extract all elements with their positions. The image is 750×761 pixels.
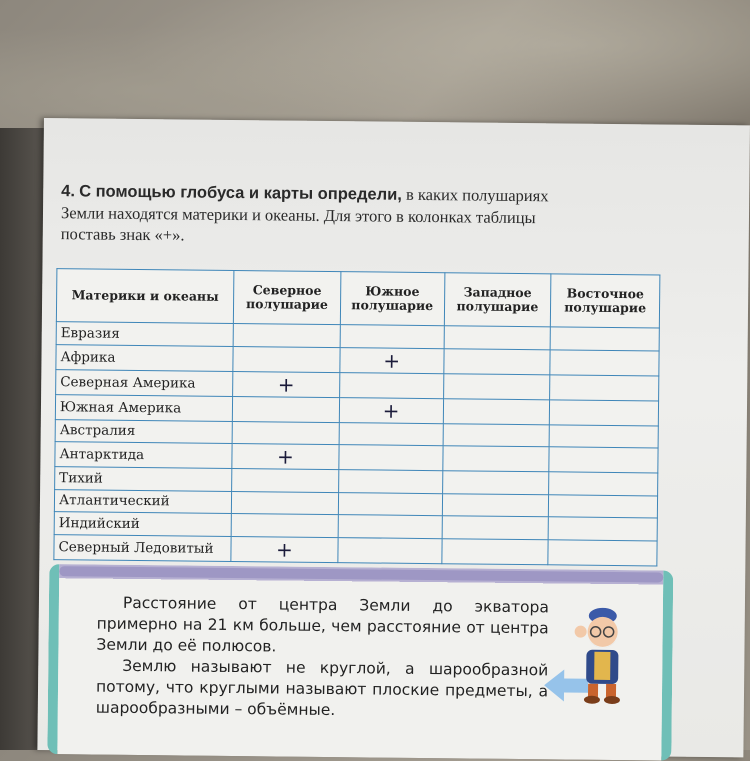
cell-south[interactable] <box>339 422 443 446</box>
header-southern: Южное полушарие <box>340 272 444 326</box>
cell-west[interactable] <box>444 326 551 350</box>
table-header-row <box>56 269 660 328</box>
cell-east[interactable] <box>549 494 658 518</box>
cell-west[interactable] <box>442 516 549 540</box>
cell-north[interactable] <box>233 346 340 372</box>
info-text <box>96 593 549 724</box>
row-name: Африка <box>56 344 233 371</box>
cell-west[interactable] <box>443 423 550 447</box>
cell-north[interactable] <box>231 513 338 537</box>
row-name: Северная Америка <box>56 369 233 396</box>
header-western: Западное полушарие <box>444 273 551 327</box>
cell-south[interactable] <box>339 445 443 471</box>
cell-east[interactable] <box>548 539 657 565</box>
cell-south[interactable]: + <box>340 347 444 373</box>
cell-west[interactable] <box>443 348 550 374</box>
cell-south[interactable] <box>338 515 442 539</box>
cell-north[interactable] <box>233 323 340 347</box>
task-instruction <box>61 180 702 251</box>
task-bold-text: С помощью глобуса и карты определи, <box>79 182 402 204</box>
cell-west[interactable] <box>441 538 548 564</box>
cell-west[interactable] <box>442 471 549 495</box>
cell-south[interactable] <box>338 492 442 516</box>
cell-east[interactable] <box>550 374 659 400</box>
cell-east[interactable] <box>548 517 657 541</box>
task-line3: поставь знак «+». <box>60 224 185 245</box>
info-paragraph-2: Землю называют не круглой, а шарообразной потому, что круглыми называют плоские предметы, а шарообразными – объёмные. <box>95 656 549 720</box>
cell-east[interactable] <box>549 424 658 448</box>
cell-east[interactable] <box>550 399 659 425</box>
cell-west[interactable] <box>443 398 550 424</box>
cell-south[interactable] <box>339 372 443 398</box>
row-name: Атлантический <box>54 489 231 513</box>
row-name: Антарктида <box>55 442 232 469</box>
hemispheres-table <box>53 268 660 566</box>
cell-south[interactable] <box>338 470 442 494</box>
task-number: 4. <box>61 182 76 201</box>
cell-west[interactable] <box>442 446 549 472</box>
cell-south[interactable] <box>338 537 442 563</box>
header-continents-oceans: Материки и океаны <box>56 269 234 324</box>
cell-north[interactable] <box>231 491 338 515</box>
task-line1-rest: в каких полушариях <box>405 184 549 206</box>
row-name: Северный Ледовитый <box>54 534 231 561</box>
professor-character-icon <box>566 602 637 713</box>
row-name: Индийский <box>54 512 231 536</box>
cell-west[interactable] <box>443 373 550 399</box>
row-name: Евразия <box>56 322 233 346</box>
workbook-page <box>37 118 750 757</box>
cell-north[interactable]: + <box>231 536 338 562</box>
cell-east[interactable] <box>549 472 658 496</box>
cell-south[interactable]: + <box>339 397 443 423</box>
header-northern: Северное полушарие <box>233 270 340 324</box>
cell-east[interactable] <box>550 349 659 375</box>
row-name: Южная Америка <box>55 394 232 421</box>
row-name: Австралия <box>55 419 232 443</box>
info-box <box>47 564 673 761</box>
cell-north[interactable]: + <box>233 371 340 397</box>
cell-north[interactable] <box>232 396 339 422</box>
cell-north[interactable] <box>232 421 339 445</box>
row-name: Тихий <box>55 467 232 491</box>
cell-north[interactable]: + <box>232 443 339 469</box>
cell-north[interactable] <box>232 468 339 492</box>
cell-east[interactable] <box>550 327 659 351</box>
task-line2: Земли находятся материки и океаны. Для этого в колонках таблицы <box>60 203 536 228</box>
cell-south[interactable] <box>340 325 444 349</box>
info-paragraph-1: Расстояние от центра Земли до экватора примерно на 21 км больше, чем расстояние от центра Земли до её полюсов. <box>96 593 549 656</box>
header-eastern: Восточное полушарие <box>551 274 660 328</box>
cell-east[interactable] <box>549 447 658 473</box>
cell-west[interactable] <box>442 493 549 517</box>
info-box-header-bar <box>59 566 663 582</box>
table-row <box>54 534 657 565</box>
